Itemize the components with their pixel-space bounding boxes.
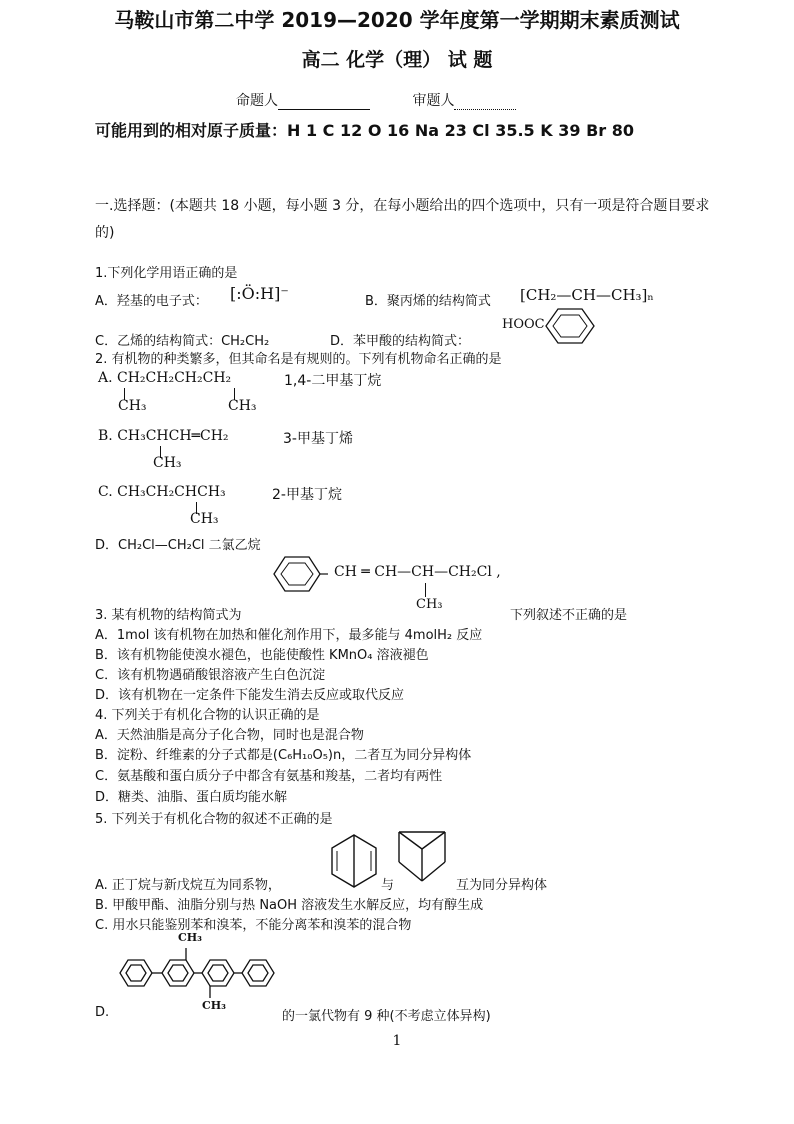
q2-a-formula: A. CH₂CH₂CH₂CH₂	[98, 370, 232, 386]
prismane-structure	[395, 827, 449, 885]
q2-c-sub: CH₃	[190, 511, 219, 527]
q2-stem: 2. 有机物的种类繁多，但其命名是有规则的。下列有机物命名正确的是	[95, 352, 502, 367]
q5-option-b: B. 甲酸甲酯、油脂分别与热 NaOH 溶液发生水解反应，均有醇生成	[95, 898, 484, 913]
q1-stem: 1.下列化学用语正确的是	[95, 266, 238, 281]
benzene-ring-q1	[542, 306, 598, 346]
q4-stem: 4. 下列关于有机化合物的认识正确的是	[95, 708, 320, 723]
q4-option-a: A．天然油脂是高分子化合物，同时也是混合物	[95, 728, 364, 743]
q2-b-name: 3-甲基丁烯	[283, 431, 353, 447]
q2-c-name: 2-甲基丁烷	[272, 487, 342, 503]
q3-chain-sub: CH₃	[416, 597, 443, 612]
q2-a-sub-right: CH₃	[228, 398, 257, 414]
q5-option-c: C. 用水只能鉴别苯和溴苯，不能分离苯和溴苯的混合物	[95, 918, 412, 933]
q2-option-d: D．CH₂Cl—CH₂Cl 二氯乙烷	[95, 538, 261, 553]
q1-option-d: D．苯甲酸的结构简式：	[330, 334, 471, 349]
reviewer-label: 审题人	[412, 93, 455, 109]
author-blank	[278, 95, 370, 110]
q5-stem: 5. 下列关于有机化合物的叙述不正确的是	[95, 812, 333, 827]
q2-c-formula: C. CH₃CH₂CHCH₃	[98, 484, 226, 500]
q5-option-a-right: 互为同分异构体	[456, 878, 548, 893]
exam-subtitle: 高二 化学（理） 试 题	[301, 49, 493, 71]
q5-option-a-mid: 与	[381, 878, 395, 893]
q4-option-d: D．糖类、油脂、蛋白质均能水解	[95, 790, 288, 805]
author-label: 命题人	[236, 93, 278, 109]
q1-option-a: A．羟基的电子式：	[95, 294, 208, 309]
q2-a-name: 1,4-二甲基丁烷	[284, 373, 382, 389]
exam-title: 马鞍山市第二中学 2019—2020 学年度第一学期期末素质测试	[114, 8, 680, 32]
q2-a-sub-left: CH₃	[118, 398, 147, 414]
q3-option-d: D．该有机物在一定条件下能发生消去反应或取代反应	[95, 688, 405, 703]
page-number: 1	[392, 1033, 402, 1049]
reviewer-blank	[454, 95, 516, 110]
q4-option-b: B．淀粉、纤维素的分子式都是(C₆H₁₀O₅)n，二者互为同分异构体	[95, 748, 472, 763]
q5-option-a-left: A. 正丁烷与新戊烷互为同系物，	[95, 878, 281, 893]
q1-option-b: B．聚丙烯的结构简式	[365, 294, 491, 309]
q3-option-b: B．该有机物能使溴水褪色，也能使酸性 KMnO₄ 溶液褪色	[95, 648, 429, 663]
q1-benzoic-group: HOOC	[502, 317, 545, 332]
q3-chain: CH ═ CH—CH—CH₂Cl ,	[334, 564, 501, 580]
q5-ch3-top: CH₃	[178, 931, 202, 944]
dewar-benzene-structure	[328, 832, 380, 890]
author-line	[236, 90, 516, 110]
q1-option-c: C．乙烯的结构简式：CH₂CH₂	[95, 334, 270, 349]
q3-stem-left: 3. 某有机物的结构简式为	[95, 608, 242, 623]
q4-option-c: C．氨基酸和蛋白质分子中都含有氨基和羧基，二者均有两性	[95, 769, 443, 784]
q2-b-sub: CH₃	[153, 455, 182, 471]
section-heading: 一.选择题：(本题共 18 小题，每小题 3 分，在每小题给出的四个选项中，只有一项是符合题目要求的)	[95, 198, 710, 241]
q3-branch-bond	[425, 583, 426, 597]
q3-option-a: A．1mol 该有机物在加热和催化剂作用下，最多能与 4molH₂ 反应	[95, 628, 483, 643]
q1-polypropylene-formula: [CH₂—CH—CH₃]ₙ	[520, 286, 654, 304]
q3-option-c: C．该有机物遇硝酸银溶液产生白色沉淀	[95, 668, 326, 683]
q5-option-d-label: D.	[95, 1005, 110, 1020]
q5-option-d-text: 的一氯代物有 9 种(不考虑立体异构)	[282, 1009, 491, 1024]
q3-stem-right: 下列叙述不正确的是	[510, 608, 628, 623]
q5-ch3-bottom: CH₃	[202, 999, 226, 1012]
q2-b-formula: B. CH₃CHCH═CH₂	[98, 428, 229, 444]
q1-hydroxyl-formula: [:Ö:H]⁻	[230, 284, 289, 303]
benzene-ring-q3	[268, 553, 328, 595]
atomic-masses: 可能用到的相对原子质量：H 1 C 12 O 16 Na 23 Cl 35.5 K 39 Br 80	[95, 121, 634, 140]
